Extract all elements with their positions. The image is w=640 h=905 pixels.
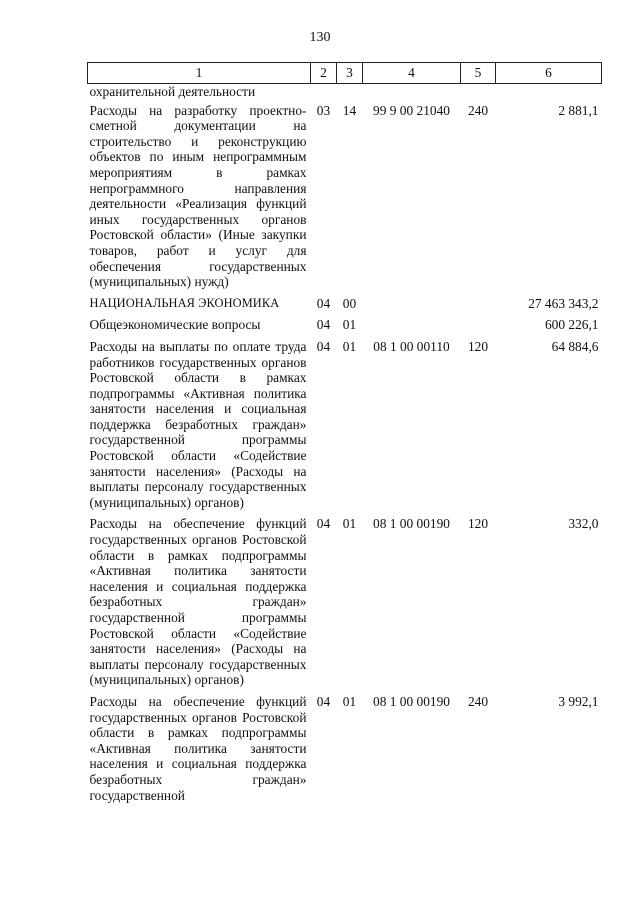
row-amount: 600 226,1 [544, 317, 599, 333]
row-name: Расходы на обеспечение функций государственных органов Ростовской области в рамках подпрограммы «Активная политика занятости населения и социальная поддержка безработных граждан» государственной программы Ростовской области «Содействие занятости населения» (Расходы на выплаты персоналу государственных (муниципальных) органов) [89, 516, 307, 688]
budget-table [87, 62, 602, 806]
row-section-code: 03 [316, 102, 331, 118]
row-section-code: 04 [316, 295, 331, 311]
row-expense-type [461, 293, 496, 315]
row-subsection-code: 01 [342, 317, 357, 333]
row-name: охранительной деятельности [89, 84, 256, 99]
row-target-code [363, 293, 461, 315]
column-header-5: 5 [461, 63, 496, 84]
row-subsection-code: 00 [342, 295, 357, 311]
row-target-code: 08 1 00 00190 [373, 693, 450, 709]
table-row [88, 84, 602, 100]
table-row [88, 100, 602, 293]
row-amount: 64 884,6 [551, 338, 599, 354]
row-expense-type: 120 [467, 338, 489, 354]
table-row [88, 513, 602, 691]
row-subsection-code [337, 84, 363, 100]
column-header-4: 4 [363, 63, 461, 84]
row-section-code: 04 [316, 338, 331, 354]
row-section-code [311, 84, 337, 100]
table-body [88, 84, 602, 807]
row-expense-type: 120 [467, 516, 489, 532]
row-amount: 27 463 343,2 [528, 295, 599, 311]
column-header-1: 1 [88, 63, 311, 84]
row-target-code: 08 1 00 00110 [373, 338, 450, 354]
row-subsection-code: 01 [342, 693, 357, 709]
table-row [88, 336, 602, 514]
row-section-code: 04 [316, 317, 331, 333]
row-name: НАЦИОНАЛЬНАЯ ЭКОНОМИКА [89, 295, 280, 310]
row-expense-type [461, 84, 496, 100]
header-row [88, 63, 602, 84]
row-target-code [363, 84, 461, 100]
row-expense-type [461, 314, 496, 336]
row-section-code: 04 [316, 516, 331, 532]
row-expense-type: 240 [467, 102, 489, 118]
column-header-3: 3 [337, 63, 363, 84]
row-subsection-code: 01 [342, 338, 357, 354]
row-expense-type: 240 [467, 693, 489, 709]
table-row [88, 314, 602, 336]
page-number: 130 [309, 30, 331, 45]
row-name: Расходы на выплаты по оплате труда работников государственных органов Ростовской области в рамках подпрограммы «Активная политика занятости населения и социальная поддержка безработных граждан» государственной программы Ростовской области «Содействие занятости населения» (Расходы на выплаты персоналу государственных (муниципальных) органов) [89, 338, 307, 510]
row-name: Расходы на разработку проектно-сметной документации на строительство и реконструкцию объектов по иным непрограммным мероприятиям в рамках непрограммного направления деятельности «Реализация функций иных государственных органов Ростовской области» (Иные закупки товаров, работ и услуг для обеспечения государственных (муниципальных) нужд) [89, 102, 307, 290]
row-target-code: 08 1 00 00190 [373, 516, 450, 532]
row-target-code: 99 9 00 21040 [373, 102, 450, 118]
row-amount: 2 881,1 [558, 102, 599, 118]
row-amount: 332,0 [568, 516, 599, 532]
row-section-code: 04 [316, 693, 331, 709]
row-subsection-code: 14 [342, 102, 357, 118]
row-target-code [363, 314, 461, 336]
column-header-2: 2 [311, 63, 337, 84]
table-header [88, 63, 602, 84]
row-name: Общеэкономические вопросы [89, 317, 261, 333]
row-amount [496, 84, 602, 100]
row-name: Расходы на обеспечение функций государственных органов Ростовской области в рамках подпрограммы «Активная политика занятости населения и социальная поддержка безработных граждан» государственной [89, 693, 307, 803]
row-amount: 3 992,1 [558, 693, 599, 709]
column-header-6: 6 [496, 63, 602, 84]
row-subsection-code: 01 [342, 516, 357, 532]
table-row [88, 293, 602, 315]
table-row [88, 691, 602, 806]
